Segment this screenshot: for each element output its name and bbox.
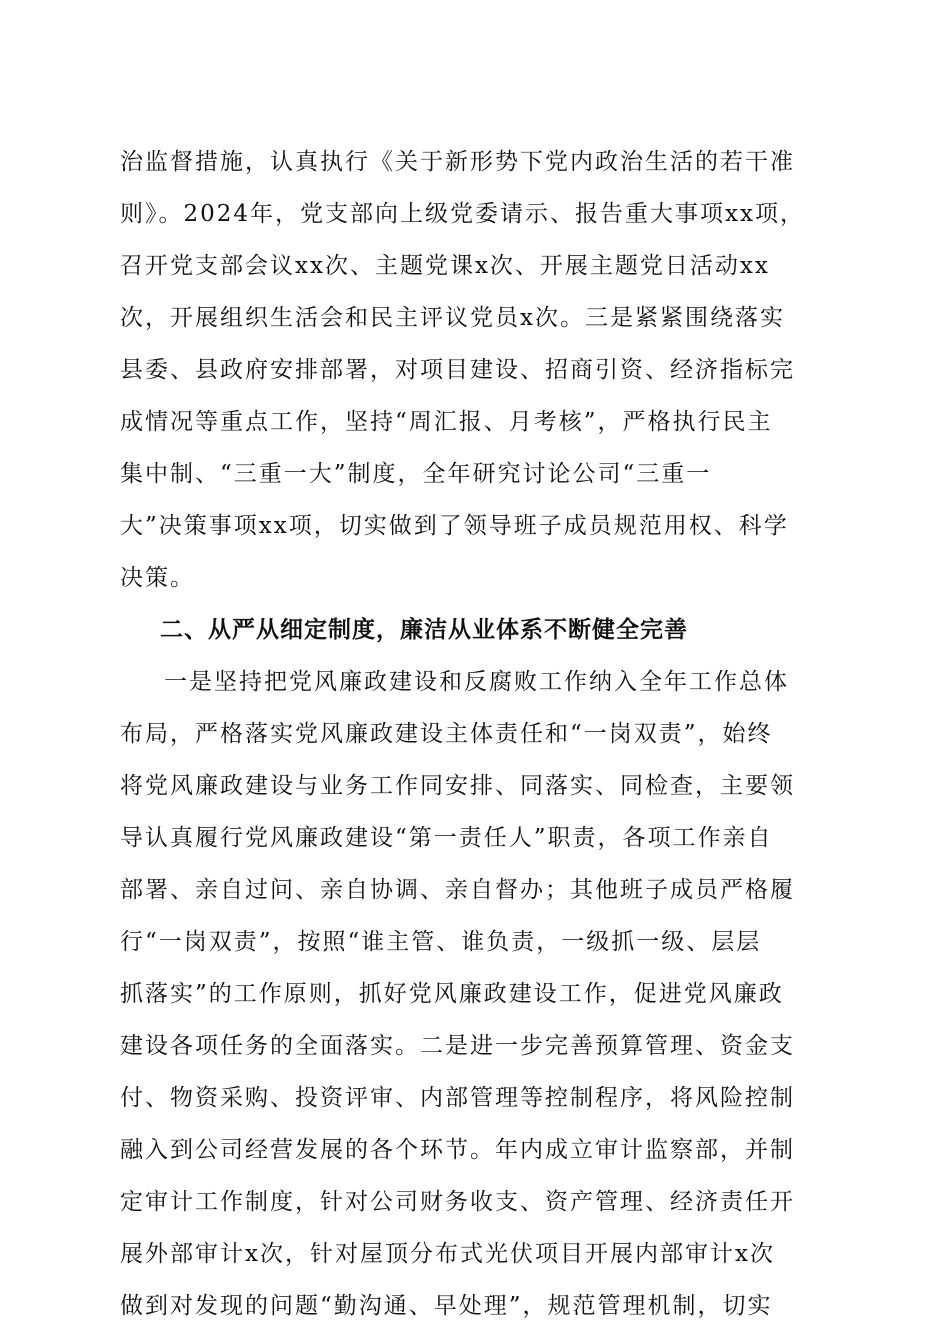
text-line-content: 则》。2024年，党支部向上级党委请示、报告重大事项xx项， bbox=[120, 201, 805, 227]
text-line-content: 做到对发现的问题“勤沟通、早处理”，规范管理机制，切实 bbox=[120, 1293, 773, 1319]
text-line bbox=[120, 870, 830, 922]
text-line-content: 一是坚持把党风廉政建设和反腐败工作纳入全年工作总体 bbox=[164, 669, 789, 695]
text-line-content: 导认真履行党风廉政建设“第一责任人”职责，各项工作亲自 bbox=[120, 825, 773, 851]
text-line bbox=[120, 818, 830, 870]
document-body bbox=[120, 142, 830, 1338]
text-line-content: 定审计工作制度，针对公司财务收支、资产管理、经济责任开 bbox=[120, 1189, 795, 1215]
text-line-content: 集中制、“三重一大”制度，全年研究讨论公司“三重一 bbox=[120, 461, 712, 487]
text-line-content: 抓落实”的工作原则，抓好党风廉政建设工作，促进党风廉政 bbox=[120, 981, 784, 1007]
text-line bbox=[120, 506, 830, 558]
text-line-content: 治监督措施，认真执行《关于新形势下党内政治生活的若干准 bbox=[120, 149, 795, 175]
section-heading: 二、从严从细定制度，廉洁从业体系不断健全完善 bbox=[160, 617, 688, 643]
text-line-content: 次，开展组织生活会和民主评议党员x次。三是紧紧围绕落实 bbox=[120, 305, 785, 331]
text-line-content: 建设各项任务的全面落实。二是进一步完善预算管理、资金支 bbox=[120, 1033, 795, 1059]
text-line bbox=[120, 974, 830, 1026]
text-line bbox=[120, 402, 830, 454]
text-line bbox=[120, 1182, 830, 1234]
text-line bbox=[120, 662, 830, 714]
text-line-content: 融入到公司经营发展的各个环节。年内成立审计监察部，并制 bbox=[120, 1137, 795, 1163]
text-line-content: 付、物资采购、投资评审、内部管理等控制程序，将风险控制 bbox=[120, 1085, 795, 1111]
text-line-content: 布局，严格落实党风廉政建设主体责任和“一岗双责”，始终 bbox=[120, 721, 773, 747]
text-line bbox=[120, 1026, 830, 1078]
text-line-content: 部署、亲自过问、亲自协调、亲自督办；其他班子成员严格履 bbox=[120, 877, 795, 903]
text-line bbox=[120, 714, 830, 766]
text-line-content: 县委、县政府安排部署，对项目建设、招商引资、经济指标完 bbox=[120, 357, 795, 383]
text-line-content: 召开党支部会议xx次、主题党课x次、开展主题党日活动xx bbox=[120, 253, 770, 279]
text-line bbox=[120, 350, 830, 402]
text-line bbox=[120, 766, 830, 818]
text-line-content: 将党风廉政建设与业务工作同安排、同落实、同检查，主要领 bbox=[120, 773, 795, 799]
text-line-content: 行“一岗双责”，按照“谁主管、谁负责，一级抓一级、层层 bbox=[120, 929, 762, 955]
text-line bbox=[120, 1286, 830, 1338]
text-line bbox=[120, 558, 830, 610]
text-line-content: 成情况等重点工作，坚持“周汇报、月考核”，严格执行民主 bbox=[120, 409, 773, 435]
text-line bbox=[120, 298, 830, 350]
text-line bbox=[120, 1130, 830, 1182]
text-line-content: 决策。 bbox=[120, 565, 195, 591]
text-line bbox=[120, 1078, 830, 1130]
text-line bbox=[120, 922, 830, 974]
text-line-content: 大”决策事项xx项，切实做到了领导班子成员规范用权、科学 bbox=[120, 513, 789, 539]
text-line bbox=[120, 142, 830, 194]
text-line bbox=[120, 1234, 830, 1286]
text-line-content: 展外部审计x次，针对屋顶分布式光伏项目开展内部审计x次 bbox=[120, 1241, 775, 1267]
text-line bbox=[120, 246, 830, 298]
text-line bbox=[120, 194, 830, 246]
text-line bbox=[120, 454, 830, 506]
